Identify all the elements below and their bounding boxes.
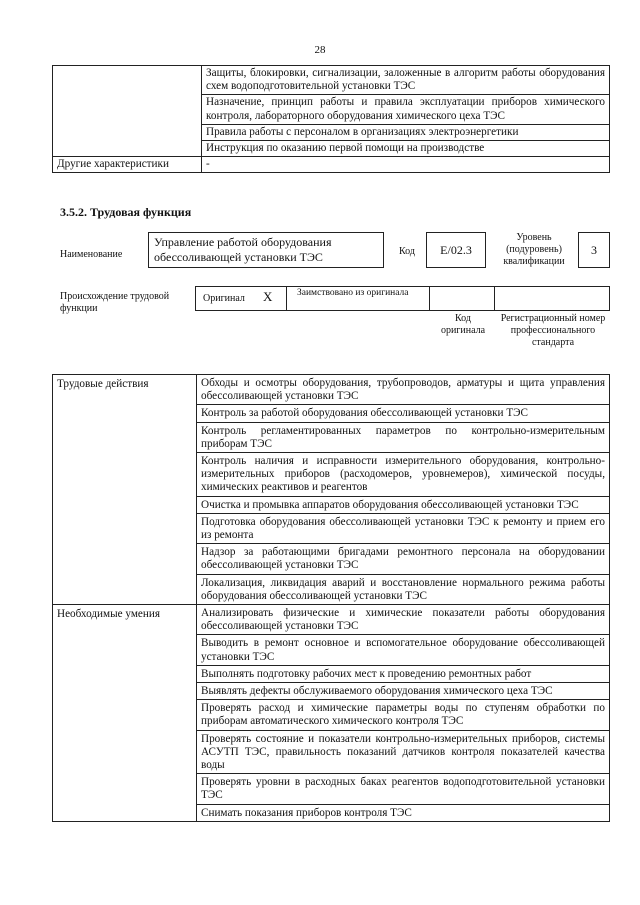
original-box (195, 286, 287, 311)
skill-item: Проверять расход и химические параметры воды по ступеням обработки по приборам автоматического химического контроля ТЭС (197, 700, 610, 730)
function-code-value: E/02.3 (426, 232, 486, 268)
skill-item: Анализировать физические и химические показатели работы оборудования обессоливающей установки ТЭС (197, 605, 610, 635)
table-cell: Защиты, блокировки, сигнализации, заложенные в алгоритм работы оборудования схем водоподготовительной установки ТЭС (202, 66, 610, 95)
row-label (53, 66, 202, 157)
name-label: Наименование (60, 249, 123, 260)
code-label: Код (399, 246, 415, 257)
borrowed-box: Заимствовано из оригинала (286, 286, 430, 311)
code-caption: Код оригинала (440, 313, 486, 336)
skill-item: Снимать показания приборов контроля ТЭС (197, 804, 610, 821)
function-name-value: Управление работой оборудования обессоливающей установки ТЭС (148, 232, 384, 268)
skill-item: Выполнять подготовку рабочих мест к проведению ремонтных работ (197, 665, 610, 682)
row-label-other-characteristics: Другие характеристики (53, 157, 202, 173)
labor-action: Контроль наличия и исправности измерительного оборудования, контрольно-измерительных приборов (расходомеров, уровнемеров), химической посуды, химических реактивов и реагентов (197, 453, 610, 497)
registration-caption: Регистрационный номер профессионального стандарта (500, 313, 606, 348)
labor-actions-label: Трудовые действия (53, 375, 197, 605)
table-cell: Правила работы с персоналом в организациях электроэнергетики (202, 124, 610, 140)
labor-action: Контроль за работой оборудования обессоливающей установки ТЭС (197, 405, 610, 422)
skill-item: Выявлять дефекты обслуживаемого оборудования химического цеха ТЭС (197, 683, 610, 700)
qualification-level-label: Уровень (подуровень) квалификации (503, 232, 565, 267)
labor-action: Подготовка оборудования обессоливающей установки ТЭС к ремонту и прием его из ремонта (197, 513, 610, 543)
skill-item: Проверять уровни в расходных баках реагентов водоподготовительной установки ТЭС (197, 774, 610, 804)
registration-number-box (494, 286, 610, 311)
table-row (53, 375, 610, 405)
table-cell: Инструкция по оказанию первой помощи на производстве (202, 141, 610, 157)
origin-label: Происхождение трудовой функции (60, 291, 170, 314)
section-heading: 3.5.2. Трудовая функция (60, 205, 192, 219)
table-cell: - (202, 157, 610, 173)
labor-action: Локализация, ликвидация аварий и восстановление нормального режима работы оборудования обессоливающей установки ТЭС (197, 574, 610, 604)
skill-item: Проверять состояние и показатели контрольно-измерительных приборов, системы АСУТП ТЭС, правильность показаний датчиков контроля показателей качества воды (197, 730, 610, 774)
table-cell: Назначение, принцип работы и правила эксплуатации приборов химического контроля, лабораторного оборудования химического цеха ТЭС (202, 95, 610, 124)
original-label: Оригинал (203, 293, 245, 304)
labor-action: Очистка и промывка аппаратов оборудования обессоливающей установки ТЭС (197, 496, 610, 513)
original-code-box (429, 286, 495, 311)
labor-function-table (52, 374, 610, 822)
table-row (53, 66, 610, 95)
labor-action: Контроль регламентированных параметров по контрольно-измерительным приборам ТЭС (197, 422, 610, 452)
skill-item: Выводить в ремонт основное и вспомогательное оборудование обессоливающей установки ТЭС (197, 635, 610, 665)
skills-label: Необходимые умения (53, 605, 197, 822)
knowledge-table-continuation (52, 65, 610, 173)
original-mark: X (263, 289, 273, 304)
qualification-level-value: 3 (578, 232, 610, 268)
labor-action: Надзор за работающими бригадами ремонтного персонала на оборудовании обессоливающей установки ТЭС (197, 544, 610, 574)
page-number: 28 (314, 44, 326, 56)
table-row (53, 157, 610, 173)
table-row (53, 605, 610, 635)
labor-action: Обходы и осмотры оборудования, трубопроводов, арматуры и щита управления обессоливающей установки ТЭС (197, 375, 610, 405)
